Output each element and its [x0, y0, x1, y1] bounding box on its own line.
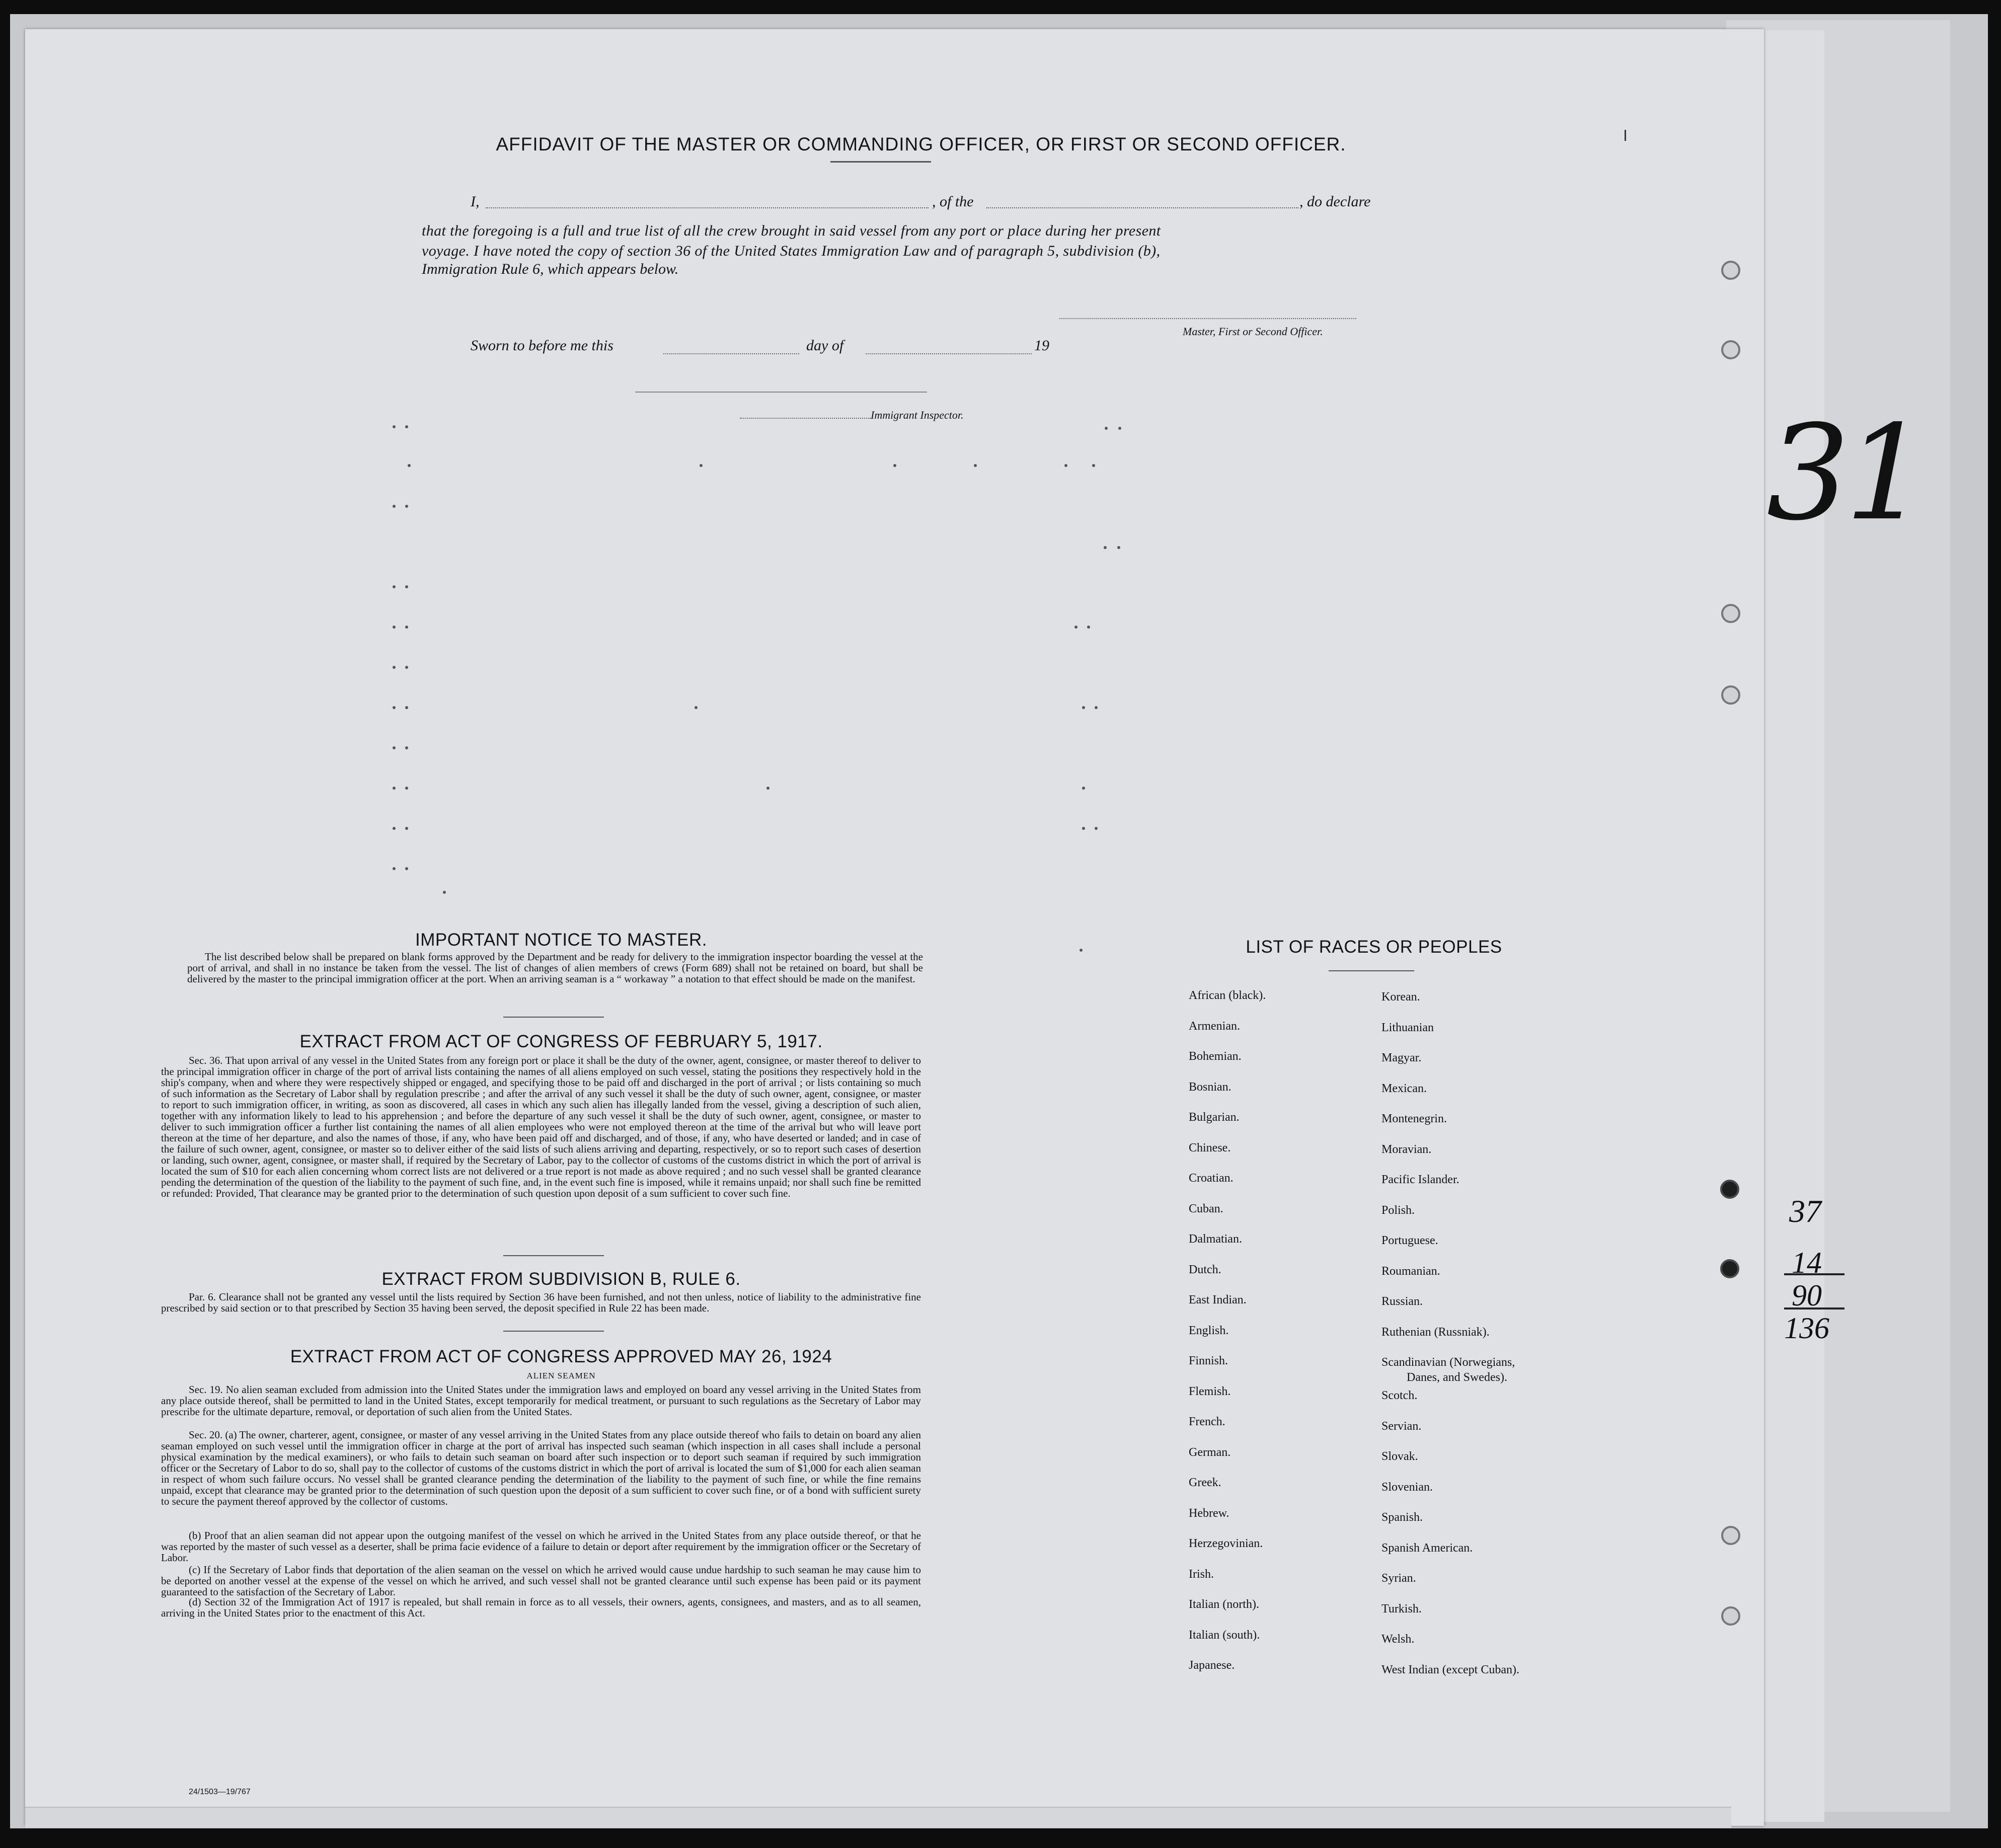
- dot-mark: [695, 706, 698, 709]
- dot-mark: [393, 505, 396, 508]
- dot-mark: [393, 746, 396, 749]
- section-rule: [503, 1017, 604, 1018]
- race-item: Scotch.: [1381, 1389, 1418, 1402]
- race-item: Bohemian.: [1189, 1050, 1242, 1063]
- extract-1924-title: EXTRACT FROM ACT OF CONGRESS APPROVED MAY 26, 1924: [290, 1347, 832, 1366]
- sworn-text: Sworn to before me this: [471, 337, 613, 354]
- dot-mark: [405, 827, 408, 830]
- notice-text: The list described below shall be prepared on blank forms approved by the Department and be ready for delivery to the immigration inspector boarding the vessel at the port of arrival, and shall in no instance be taken from the vessel. The list of changes of alien members of crews (Form 689) shall not be retained on board, but shall be delivered by the master to the principal immigration officer at the port. When an arriving seaman is a “ workaway ” a notation to that effect should be made on the manifest.: [187, 951, 923, 985]
- binder-hole: [1721, 1606, 1740, 1626]
- race-item-continued: Danes, and Swedes).: [1407, 1371, 1507, 1384]
- handwritten-page-number: 31: [1766, 398, 1923, 550]
- race-item: English.: [1189, 1324, 1229, 1337]
- affidavit-title: AFFIDAVIT OF THE MASTER OR COMMANDING OFFICER, OR FIRST OR SECOND OFFICER.: [496, 134, 1346, 155]
- dot-mark: [393, 827, 396, 830]
- sec20d-text: (d) Section 32 of the Immigration Act of 1917 is repealed, but shall remain in force as to all vessels, their owners, agents, consignees, and masters, and as to all seamen, arriving in the United States prior to the enactment of this Act.: [161, 1596, 921, 1619]
- dot-mark: [1074, 626, 1078, 629]
- notice-title: IMPORTANT NOTICE TO MASTER.: [415, 930, 708, 950]
- race-item: Syrian.: [1381, 1572, 1416, 1585]
- race-item: Flemish.: [1189, 1384, 1231, 1398]
- section-rule: [503, 1255, 604, 1256]
- race-item: Chinese.: [1189, 1141, 1231, 1154]
- race-item: Irish.: [1189, 1567, 1214, 1581]
- dot-mark: [408, 464, 411, 467]
- race-item: Cuban.: [1189, 1202, 1223, 1215]
- pencil-mark: [1625, 130, 1626, 141]
- day-field: [663, 353, 799, 354]
- handwritten-count: 14: [1792, 1246, 1822, 1279]
- races-left-column: [1189, 989, 1355, 1689]
- dot-mark: [405, 867, 408, 870]
- race-item: Mexican.: [1381, 1082, 1427, 1095]
- dot-mark: [405, 585, 408, 588]
- dot-mark: [1105, 427, 1108, 430]
- race-item: Scandinavian (Norwegians,: [1381, 1356, 1515, 1369]
- handwritten-count: 90: [1792, 1279, 1822, 1312]
- race-item: Moravian.: [1381, 1142, 1432, 1156]
- sec19-text: Sec. 19. No alien seaman excluded from admission into the United States under the immigration laws and employed on board any vessel arriving in the United States from any place outside thereof, shall be permitted to land in the United States, except temporarily for medical treatment, or pursuant to such regulations as the Secretary of Labor may prescribe for the ultimate departure, removal, or deportation of such alien from the United States.: [161, 1383, 921, 1418]
- race-item: Magyar.: [1381, 1051, 1422, 1064]
- name-field: [486, 207, 929, 208]
- race-item: Italian (south).: [1189, 1628, 1260, 1642]
- page-edge: [25, 1807, 1731, 1828]
- race-item: Herzegovinian.: [1189, 1537, 1263, 1550]
- race-item: Russian.: [1381, 1295, 1423, 1308]
- race-item: Lithuanian: [1381, 1021, 1434, 1034]
- binder-hole: [1720, 1180, 1739, 1199]
- binder-hole: [1721, 1526, 1740, 1545]
- dot-mark: [1104, 546, 1107, 549]
- race-item: Servian.: [1381, 1419, 1422, 1433]
- race-item: African (black).: [1189, 989, 1266, 1002]
- dot-mark: [443, 891, 446, 894]
- binder-hole: [1721, 261, 1740, 280]
- dot-mark: [1082, 827, 1085, 830]
- race-item: Dutch.: [1189, 1263, 1221, 1276]
- race-item: West Indian (except Cuban).: [1381, 1663, 1519, 1676]
- year-prefix: 19: [1034, 337, 1049, 354]
- dot-mark: [393, 626, 396, 629]
- vessel-field: [986, 207, 1298, 208]
- race-item: East Indian.: [1189, 1293, 1247, 1306]
- dot-mark: [405, 505, 408, 508]
- race-item: Greek.: [1189, 1476, 1221, 1489]
- binder-hole: [1720, 1259, 1739, 1278]
- dot-mark: [1064, 464, 1067, 467]
- dot-mark: [1082, 706, 1085, 709]
- dot-mark: [1092, 464, 1095, 467]
- dot-mark: [766, 787, 769, 790]
- extract-rule6-text: Par. 6. Clearance shall not be granted any vessel until the lists required by Section 36 have been furnished, and not then unless, notice of liability to the administrative fine prescribed by said section or to that prescribed by Section 35 having been served, the deposit specified in Rule 22 has been made.: [161, 1291, 921, 1314]
- dot-mark: [393, 585, 396, 588]
- race-item: Slovenian.: [1381, 1480, 1433, 1494]
- binder-hole: [1721, 340, 1740, 359]
- affidavit-of-the: , of the: [932, 193, 974, 210]
- race-item: Slovak.: [1381, 1450, 1418, 1463]
- dot-mark: [1117, 546, 1120, 549]
- dot-mark: [405, 666, 408, 669]
- extract-rule6-title: EXTRACT FROM SUBDIVISION B, RULE 6.: [381, 1269, 741, 1289]
- race-item: Finnish.: [1189, 1354, 1228, 1367]
- alien-seamen-subtitle: ALIEN SEAMEN: [526, 1371, 596, 1380]
- dot-mark: [393, 425, 396, 428]
- races-title: LIST OF RACES OR PEOPLES: [1246, 937, 1502, 957]
- inspector-field: [740, 418, 871, 419]
- race-item: Bulgarian.: [1189, 1111, 1240, 1124]
- dot-mark: [1095, 827, 1098, 830]
- dot-mark: [393, 787, 396, 790]
- month-field: [866, 353, 1032, 354]
- binder-hole: [1721, 604, 1740, 623]
- sec20c-text: (c) If the Secretary of Labor finds that deportation of the alien seaman on the vessel on which he arrived would cause undue hardship to such seaman he may cause him to be deported on another vessel at the expense of the vessel on which he arrived, and such vessel shall not be granted clearance until such expense has been paid or its payment guaranteed to the satisfaction of the Secretary of Labor.: [161, 1564, 921, 1598]
- race-item: Italian (north).: [1189, 1598, 1259, 1611]
- section-rule: [503, 1331, 604, 1332]
- handwritten-underline: [1784, 1273, 1844, 1275]
- dot-mark: [1118, 427, 1121, 430]
- race-item: Armenian.: [1189, 1019, 1240, 1033]
- inspector-label: Immigrant Inspector.: [871, 409, 964, 421]
- dot-mark: [393, 706, 396, 709]
- dot-mark: [974, 464, 977, 467]
- sec20b-text: (b) Proof that an alien seaman did not appear upon the outgoing manifest of the vessel on which he arrived in the United States from any place outside thereof, or that he was reported by the master of such vessel as a deserter, shall be prima facie evidence of a failure to detain or deport after requirement by the immigration officer or the Secretary of Labor.: [161, 1529, 921, 1564]
- race-item: Pacific Islander.: [1381, 1173, 1459, 1186]
- affidavit-i: I,: [471, 193, 480, 210]
- sec20a-text: Sec. 20. (a) The owner, charterer, agent, consignee, or master of any vessel arriving in the United States from any place outside thereof who fails to detain on board any alien seaman employed on such vessel until the immigration officer in charge at the port of arrival has inspected such seaman (which inspection in all cases shall include a personal physical examination by the medical examiners), or who fails to detain such seaman on board after such inspection or to deport such seaman if required by such immigration officer or the Secretary of Labor to do so, shall pay to the collector of customs of the customs district in which the port of arrival is located the sum of $1,000 for each alien seaman in respect of whom such failure occurs. No vessel shall be granted clearance pending the determination of the liability to the payment of such fine, or while the fine remains unpaid, except that clearance may be granted prior to the determination of such question upon the deposit of a sum sufficient to cover such fine, or of a bond with sufficient surety to secure the payment thereof approved by the collector of customs.: [161, 1429, 921, 1507]
- race-item: Ruthenian (Russniak).: [1381, 1325, 1490, 1339]
- dot-mark: [393, 666, 396, 669]
- dot-mark: [405, 746, 408, 749]
- section-rule: [1329, 970, 1414, 971]
- binder-hole: [1721, 685, 1740, 705]
- dot-mark: [393, 867, 396, 870]
- affidavit-body-line: Immigration Rule 6, which appears below.: [422, 261, 679, 277]
- extract-1917-title: EXTRACT FROM ACT OF CONGRESS OF FEBRUARY 5, 1917.: [299, 1032, 823, 1051]
- race-item: Turkish.: [1381, 1602, 1422, 1615]
- affidavit-body-line: voyage. I have noted the copy of section 36 of the United States Immigration Law and of paragraph 5, subdivision (b),: [422, 243, 1161, 259]
- dot-mark: [1087, 626, 1090, 629]
- race-item: Dalmatian.: [1189, 1233, 1242, 1246]
- race-item: Spanish.: [1381, 1511, 1423, 1524]
- race-item: Hebrew.: [1189, 1506, 1229, 1520]
- affidavit-body-line: that the foregoing is a full and true list of all the crew brought in said vessel from any port or place during her present: [422, 222, 1161, 239]
- race-item: Bosnian.: [1189, 1080, 1232, 1094]
- inspector-signature-line: [635, 392, 927, 393]
- day-of-text: day of: [806, 337, 844, 354]
- dot-mark: [405, 425, 408, 428]
- race-item: Montenegrin.: [1381, 1112, 1447, 1125]
- race-item: Japanese.: [1189, 1659, 1235, 1672]
- dot-mark: [1082, 787, 1085, 790]
- race-item: Roumanian.: [1381, 1264, 1440, 1278]
- race-item: Korean.: [1381, 990, 1420, 1004]
- dot-mark: [405, 787, 408, 790]
- dot-mark: [405, 706, 408, 709]
- affidavit-do-declare: , do declare: [1299, 193, 1371, 210]
- race-item: Portuguese.: [1381, 1234, 1438, 1247]
- race-item: Spanish American.: [1381, 1541, 1473, 1555]
- race-item: French.: [1189, 1415, 1225, 1428]
- dot-mark: [893, 464, 896, 467]
- dot-mark: [1080, 949, 1083, 952]
- master-label: Master, First or Second Officer.: [1183, 325, 1323, 338]
- handwritten-underline: [1784, 1307, 1844, 1310]
- race-item: Welsh.: [1381, 1633, 1415, 1646]
- race-item: Croatian.: [1189, 1172, 1234, 1185]
- dot-mark: [405, 626, 408, 629]
- races-right-column: [1381, 990, 1593, 1693]
- handwritten-count: 136: [1784, 1312, 1829, 1345]
- race-item: Polish.: [1381, 1203, 1415, 1217]
- dot-mark: [700, 464, 703, 467]
- signature-field: [1059, 318, 1356, 319]
- dot-mark: [1095, 706, 1098, 709]
- form-number: 24/1503—19/767: [189, 1788, 251, 1796]
- race-item: German.: [1189, 1445, 1231, 1459]
- extract-1917-text: Sec. 36. That upon arrival of any vessel in the United States from any foreign port or place it shall be the duty of the owner, agent, consignee, or master thereof to deliver to the principal immigration officer in charge of the port of arrival lists containing the names of all aliens employed on such vessel, stating the positions they respectively hold in the ship's company, when and where they were respectively shipped or engaged, and specifying those to be paid off and discharged in the port of arrival ; or lists containing so much of such information as the Secretary of Labor shall by regulation prescribe ; and after the arrival of any such vessel it shall be the duty of such owner, agent, consignee, or master to report to such immigration officer, in writing, as soon as discovered, all cases in which any such alien has illegally landed from the vessel, giving a description of such alien, together with any information likely to lead to his apprehension ; and before the departure of any such vessel it shall be the duty of such owner, agent, consignee, or master to deliver to such immigration officer a further list containing the names of all alien employees who were not employed thereon at the time of the arrival but who will leave port thereon at the time of her departure, and also the names of those, if any, who have been paid off and discharged, and of those, if any, who have deserted or landed; and in case of the failure of such owner, agent, consignee, or master so to deliver either of the said lists of such aliens arriving and departing, respectively, or so to report such cases of desertion or landing, such owner, agent, consignee, or master shall, if required by the Secretary of Labor, pay to the collector of customs of the customs district in which the port of arrival is located the sum of $10 for each alien concerning whom correct lists are not delivered or a true report is not made as above required ; and no such vessel shall be granted clearance pending the determination of the question of the liability to the payment of such fine, and, in the event such fine is imposed, while it remains unpaid; nor shall such fine be remitted or refunded: Provided, That clearance may be granted prior to the determination of such question upon deposit of a sum sufficient to cover such fine.: [161, 1054, 921, 1199]
- handwritten-count: 37: [1789, 1193, 1821, 1229]
- title-rule: [830, 161, 931, 163]
